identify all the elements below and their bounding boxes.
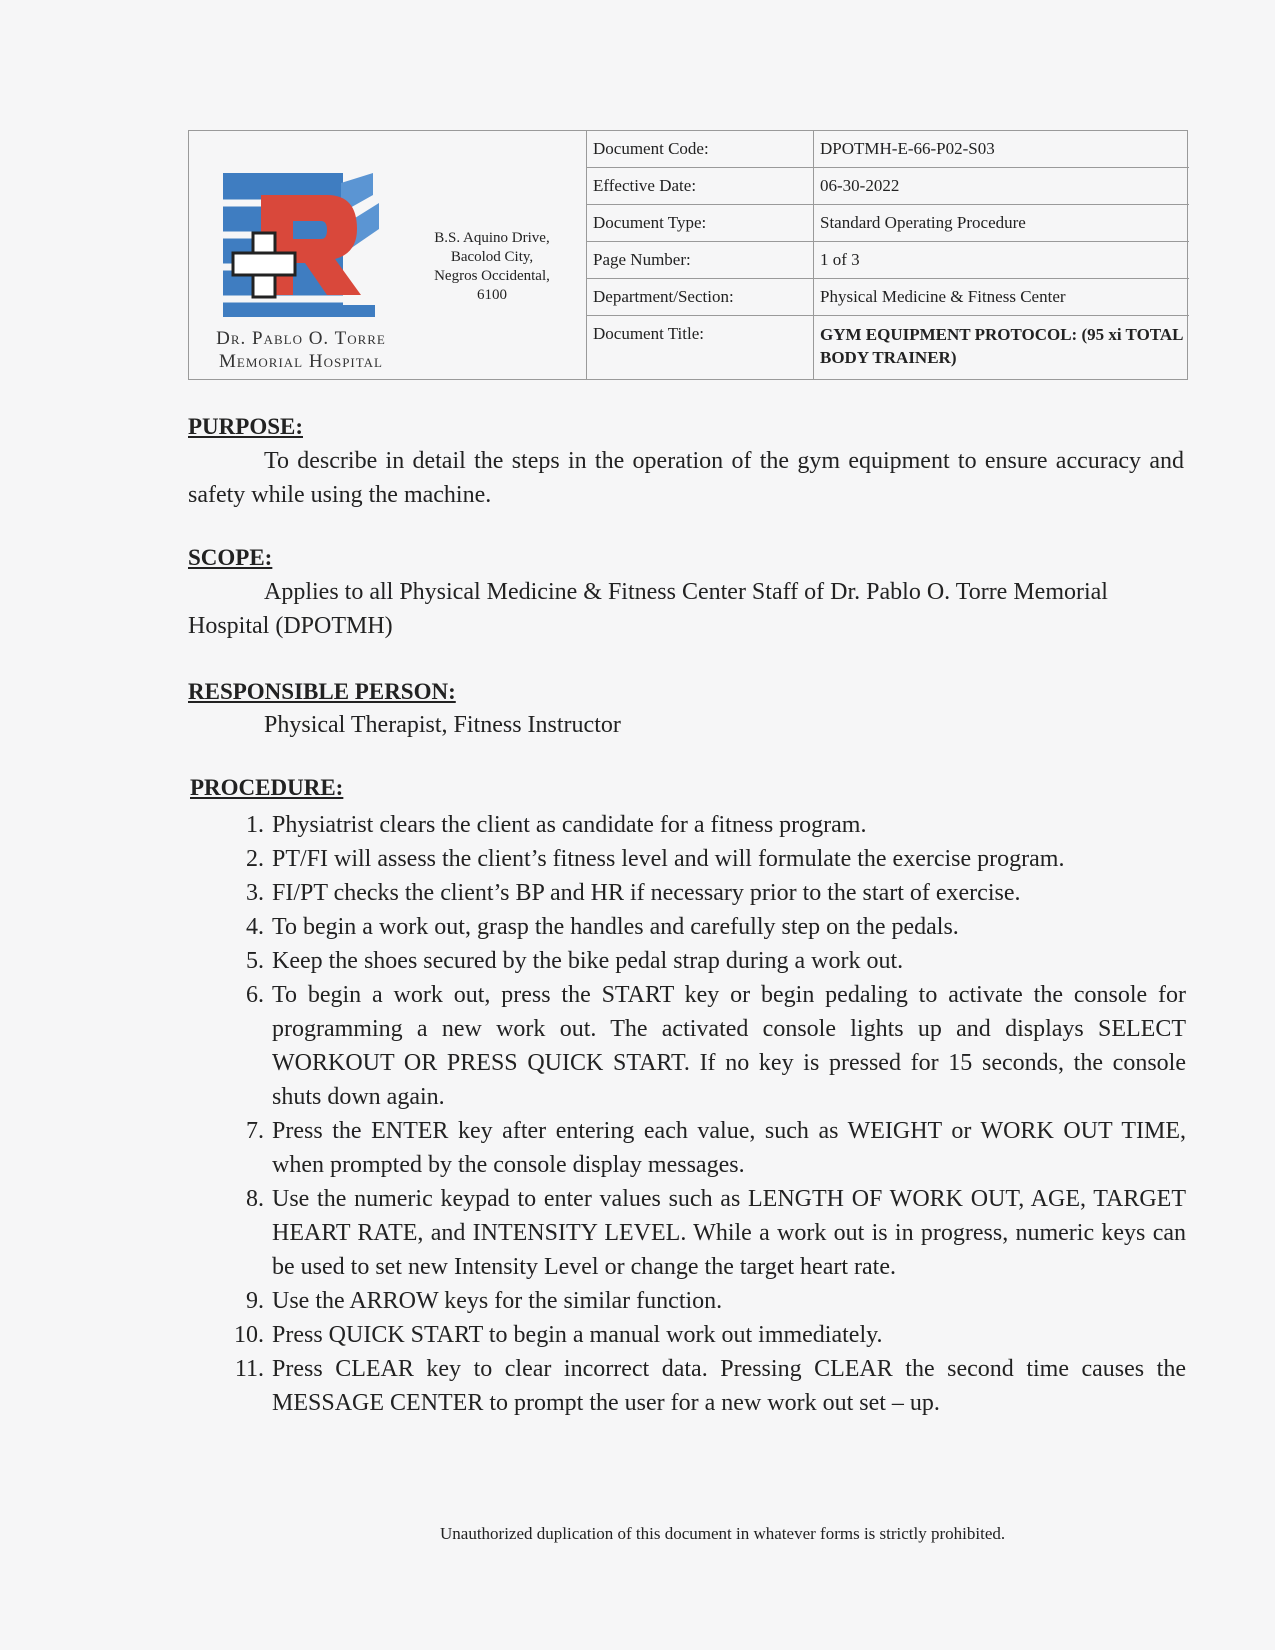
effective-date-value: 06-30-2022: [814, 168, 1189, 205]
effective-date-label: Effective Date:: [587, 168, 813, 205]
department-value: Physical Medicine & Fitness Center: [814, 279, 1189, 316]
page-number-label: Page Number:: [587, 242, 813, 279]
responsible-person-text: Physical Therapist, Fitness Instructor: [264, 712, 621, 738]
document-code-value: DPOTMH-E-66-P02-S03: [814, 131, 1189, 168]
list-item: 3. FI/PT checks the client’s BP and HR if necessary prior to the start of exercise.: [246, 880, 1021, 906]
header-labels-column: [587, 131, 814, 380]
hospital-brand: [189, 131, 587, 380]
list-item: 5. Keep the shoes secured by the bike pedal strap during a work out.: [246, 948, 904, 974]
list-item: 6. To begin a work out, press the START key or begin pedaling to activate the console for programming a new work out. The activated console lights up and displays SELECT WORKOUT OR PRESS QUICK START. If no key is pressed for 15 seconds, the console shuts down again.: [246, 982, 1186, 1110]
document-type-label: Document Type:: [587, 205, 813, 242]
list-item: 10. Press QUICK START to begin a manual work out immediately.: [234, 1322, 883, 1348]
footer-disclaimer: Unauthorized duplication of this document in whatever forms is strictly prohibited.: [440, 1524, 1006, 1543]
procedure-steps: [222, 808, 1186, 1420]
document-code-label: Document Code:: [587, 131, 813, 168]
header-values-column: [814, 131, 1189, 380]
scope-heading: SCOPE:: [188, 545, 273, 570]
purpose-text: To describe in detail the steps in the operation of the gym equipment to ensure accuracy and safety while using the machine.: [188, 448, 1184, 508]
procedure-heading: PROCEDURE:: [190, 775, 344, 800]
hospital-name: Dr. Pablo O. Torre Memorial Hospital: [216, 328, 386, 372]
document-type-value: Standard Operating Procedure: [814, 205, 1189, 242]
document-header: [188, 130, 1188, 380]
list-item: 11. Press CLEAR key to clear incorrect data. Pressing CLEAR the second time causes the MESSAGE CENTER to prompt the user for a new work out set – up.: [234, 1356, 1186, 1416]
list-item: 4. To begin a work out, grasp the handles and carefully step on the pedals.: [246, 914, 959, 940]
hospital-logo-icon: [223, 173, 379, 323]
list-item: 7. Press the ENTER key after entering each value, such as WEIGHT or WORK OUT TIME, when prompted by the console display messages.: [246, 1118, 1186, 1178]
document-title-label: Document Title:: [593, 324, 704, 343]
list-item: 2. PT/FI will assess the client’s fitness level and will formulate the exercise program.: [246, 846, 1065, 872]
document-title-value: GYM EQUIPMENT PROTOCOL: (95 xi TOTAL BODY TRAINER): [820, 325, 1183, 367]
purpose-heading: PURPOSE:: [188, 414, 303, 439]
scope-text: Applies to all Physical Medicine & Fitness Center Staff of Dr. Pablo O. Torre Memorial Hospital (DPOTMH): [188, 579, 1108, 639]
responsible-person-heading: RESPONSIBLE PERSON:: [188, 679, 456, 704]
page-number-value: 1 of 3: [814, 242, 1189, 279]
list-item: 8. Use the numeric keypad to enter values such as LENGTH OF WORK OUT, AGE, TARGET HEART RATE, and INTENSITY LEVEL. While a work out is in progress, numeric keys can be used to set new Intensity Level or change the target heart rate.: [246, 1186, 1186, 1280]
list-item: 1. Physiatrist clears the client as candidate for a fitness program.: [246, 812, 867, 838]
hospital-address: B.S. Aquino Drive, Bacolod City, Negros Occidental, 6100: [434, 230, 550, 303]
list-item: 9. Use the ARROW keys for the similar function.: [246, 1288, 723, 1314]
department-label: Department/Section:: [587, 279, 813, 316]
